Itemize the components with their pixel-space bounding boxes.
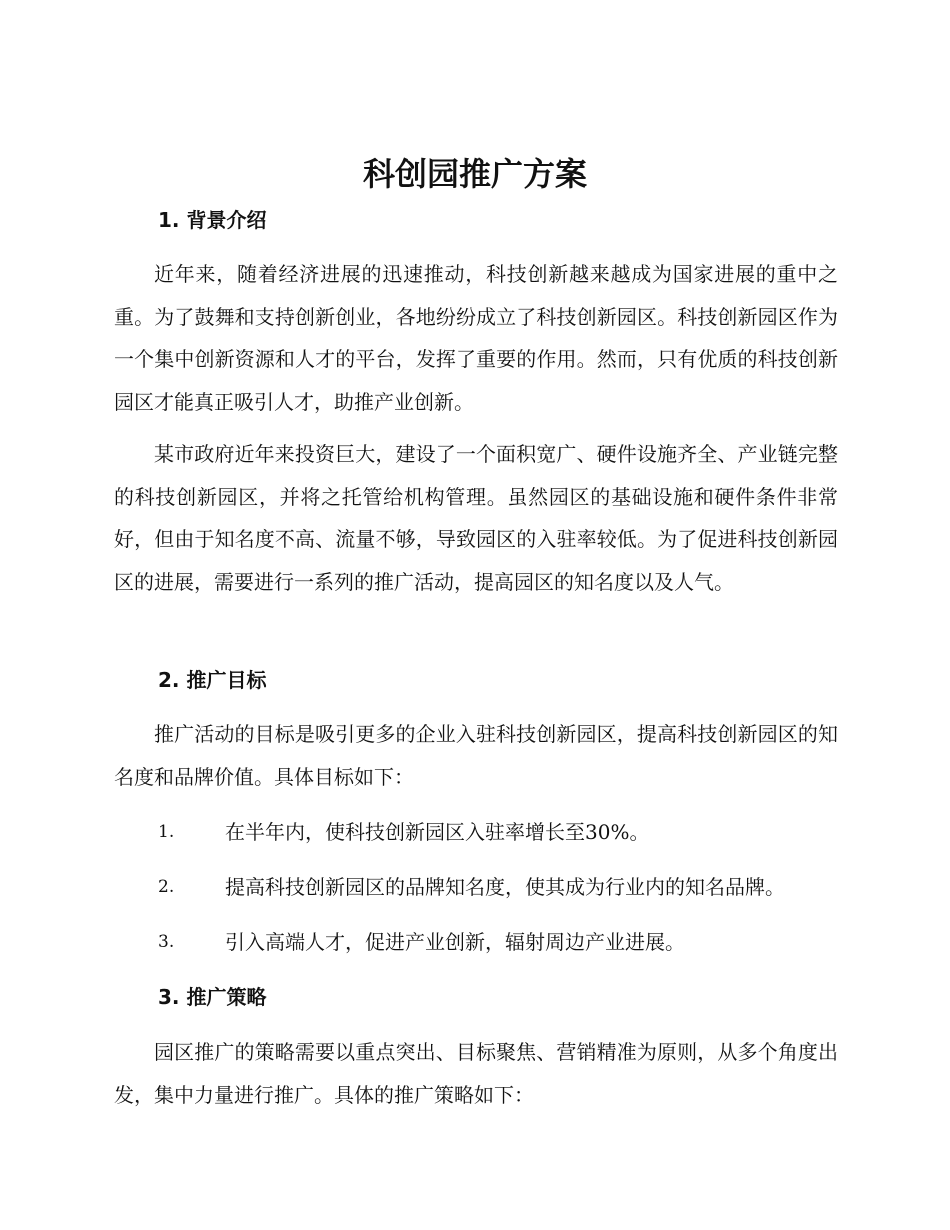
list-text: 提高科技创新园区的品牌知名度，使其成为行业内的知名品牌。 (225, 875, 785, 899)
paragraph: 某市政府近年来投资巨大，建设了一个面积宽广、硬件设施齐全、产业链完整的科技创新园区，并将之托管给机构管理。虽然园区的基础设施和硬件条件非常好，但由于知名度不高、流量不够，导致园区的入驻率较低。为了促进科技创新园区的进展，需要进行一系列的推广活动，提高园区的知名度以及人气。 (114, 442, 838, 594)
document-title: 科创园推广方案 (362, 155, 587, 193)
list-number: 3. (158, 932, 175, 952)
paragraph: 园区推广的策略需要以重点突出、目标聚焦、营销精准为原则，从多个角度出发，集中力量进行推广。具体的推广策略如下： (114, 1040, 838, 1107)
list-number: 2. (158, 877, 175, 897)
list-number: 1. (158, 822, 175, 842)
list-text: 引入高端人才，促进产业创新，辐射周边产业进展。 (225, 930, 685, 954)
section-heading-background: 1. 背景介绍 (158, 208, 267, 232)
paragraph: 推广活动的目标是吸引更多的企业入驻科技创新园区，提高科技创新园区的知名度和品牌价值。具体目标如下： (114, 722, 838, 789)
section-heading-strategy: 3. 推广策略 (158, 985, 267, 1009)
paragraph: 近年来，随着经济进展的迅速推动，科技创新越来越成为国家进展的重中之重。为了鼓舞和支持创新创业，各地纷纷成立了科技创新园区。科技创新园区作为一个集中创新资源和人才的平台，发挥了重要的作用。然而，只有优质的科技创新园区才能真正吸引人才，助推产业创新。 (114, 262, 838, 414)
section-heading-goals: 2. 推广目标 (158, 668, 267, 692)
list-text: 在半年内，使科技创新园区入驻率增长至30%。 (225, 820, 650, 844)
